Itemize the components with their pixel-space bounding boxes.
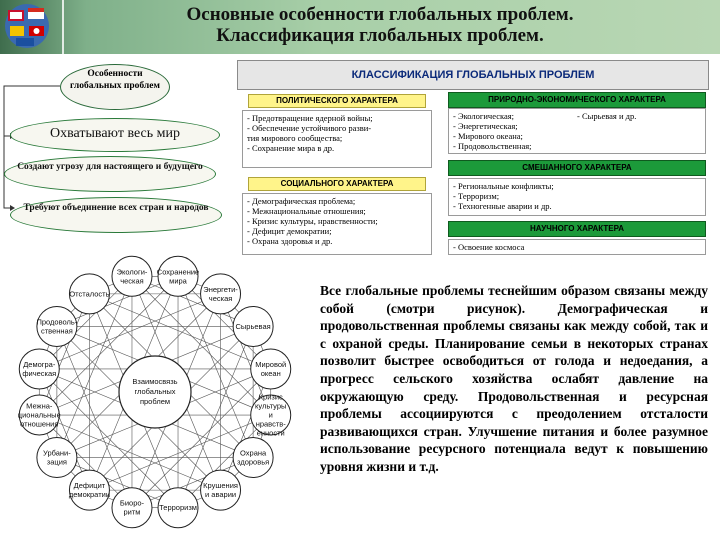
title-line-2: Классификация глобальных проблем. [216, 25, 544, 46]
mixed-list [448, 178, 706, 216]
list-item: - Мирового океана; [453, 131, 523, 141]
network-node-label: циональные [17, 410, 61, 420]
network-node-label: зация [46, 457, 67, 467]
category-social: СОЦИАЛЬНОГО ХАРАКТЕРА [248, 177, 426, 191]
network-node-label: ческая [120, 276, 144, 286]
political-list [242, 110, 432, 168]
list-item-extra: - Сырьевая и др. [577, 111, 637, 121]
list-item: - Охрана здоровья и др. [247, 236, 333, 246]
network-node-label: Межна- [26, 401, 53, 411]
list-item: - Межнациональные отношения; [247, 206, 366, 216]
list-item: - Кризис культуры, нравственности; [247, 216, 378, 226]
list-item: тия мирового сообщества; [247, 133, 343, 143]
network-node-label: енности [256, 428, 285, 438]
category-scientific: НАУЧНОГО ХАРАКТЕРА [448, 221, 706, 237]
feature-item-unity: Требуют объединение всех стран и народов [10, 197, 222, 233]
body-paragraph: Все глобальные проблемы теснейшим образом связаны между собой (смотри рисунок). Демографическая и продовольственная проблемы связаны как между собой, так и с охраной среды. Планирование семьи в некоторых странах позволит быстрее освободиться от голода и недоедания, а прогресс сельского хозяйства ослабят давление на окружающую среду. Продовольственная и ресурсная проблемы ассоциируются с преодолением отсталости развивающихся стран. Улучшение питания и более разумное использование ресурсного потенциала ведут к повышению уровня жизни и т.д. [320, 283, 708, 474]
network-node-label: Энергети- [203, 284, 238, 294]
category-natural-economic: ПРИРОДНО-ЭКОНОМИЧЕСКОГО ХАРАКТЕРА [448, 92, 706, 108]
network-node-label: Терроризм [159, 503, 197, 513]
feature-item-threat: Создают угрозу для настоящего и будущего [4, 156, 216, 192]
feature-item-worldwide: Охватывают весь мир [10, 118, 220, 152]
network-node-label: Мировой [255, 359, 287, 369]
list-item: - Экологическая; [453, 111, 515, 121]
list-item: - Освоение космоса [453, 242, 525, 252]
features-title: Особенности глобальных проблем [60, 64, 170, 110]
list-item: - Сохранение мира в др. [247, 143, 335, 153]
list-item: - Демографическая проблема; [247, 196, 356, 206]
list-item: - Техногенные аварии и др. [453, 201, 552, 211]
natural-list [448, 108, 706, 154]
center-node-label: проблем [139, 397, 171, 406]
network-node-label: Демогра- [23, 359, 56, 369]
network-node-label: Продоволь- [36, 317, 78, 327]
network-node-label: Сырьевая [235, 321, 271, 331]
header-divider [62, 0, 64, 54]
network-node-label: Урбани- [43, 448, 71, 458]
network-node-label: Сохранение [156, 267, 200, 277]
list-item: - Терроризм; [453, 191, 500, 201]
network-node-label: океан [260, 368, 281, 378]
network-node-label: Кризис [258, 392, 283, 402]
network-node-label: и аварии [205, 490, 237, 500]
network-node-label: Дефицит [73, 481, 106, 491]
category-mixed: СМЕШАННОГО ХАРАКТЕРА [448, 160, 706, 176]
category-political: ПОЛИТИЧЕСКОГО ХАРАКТЕРА [248, 94, 426, 108]
network-node-label: здоровья [237, 457, 270, 467]
network-node-label: нравств- [255, 419, 286, 429]
center-node-label: Взаимосвязь [132, 377, 178, 386]
title-line-1: Основные особенности глобальных проблем. [186, 4, 574, 25]
network-node-label: фическая [22, 368, 57, 378]
center-node-label: глобальных [134, 387, 176, 396]
network-node-label: ритм [123, 507, 141, 517]
network-node-label: Отсталость [69, 289, 110, 299]
network-node-label: ческая [208, 293, 233, 303]
network-node-label: отношения [20, 419, 59, 429]
list-item: - Обеспечение устойчивого разви- [247, 123, 372, 133]
classification-title: КЛАССИФИКАЦИЯ ГЛОБАЛЬНЫХ ПРОБЛЕМ [237, 60, 709, 90]
interconnection-network-diagram [0, 250, 330, 540]
list-item: - Предотвращение ядерной войны; [247, 113, 373, 123]
list-item: - Дефицит демократии; [247, 226, 332, 236]
network-node-label: и [268, 410, 273, 420]
network-node-label: Крушения [203, 481, 238, 491]
social-list [242, 193, 432, 255]
header-banner [0, 0, 720, 54]
network-node-label: Охрана [240, 448, 267, 458]
network-node-label: мира [169, 276, 187, 286]
list-item: - Энергетическая; [453, 121, 518, 131]
list-item: - Продовольственная; [453, 141, 532, 151]
network-node-label: Биоро- [119, 498, 145, 508]
network-node-label: демократии [68, 490, 111, 500]
network-node-label: культуры [255, 401, 287, 411]
list-item: - Региональные конфликты; [453, 181, 554, 191]
scientific-list [448, 239, 706, 255]
network-node-label: Экологи- [116, 267, 148, 277]
network-node-label: ственная [40, 326, 73, 336]
page-title [70, 4, 690, 46]
flags-globe-icon [2, 2, 52, 50]
